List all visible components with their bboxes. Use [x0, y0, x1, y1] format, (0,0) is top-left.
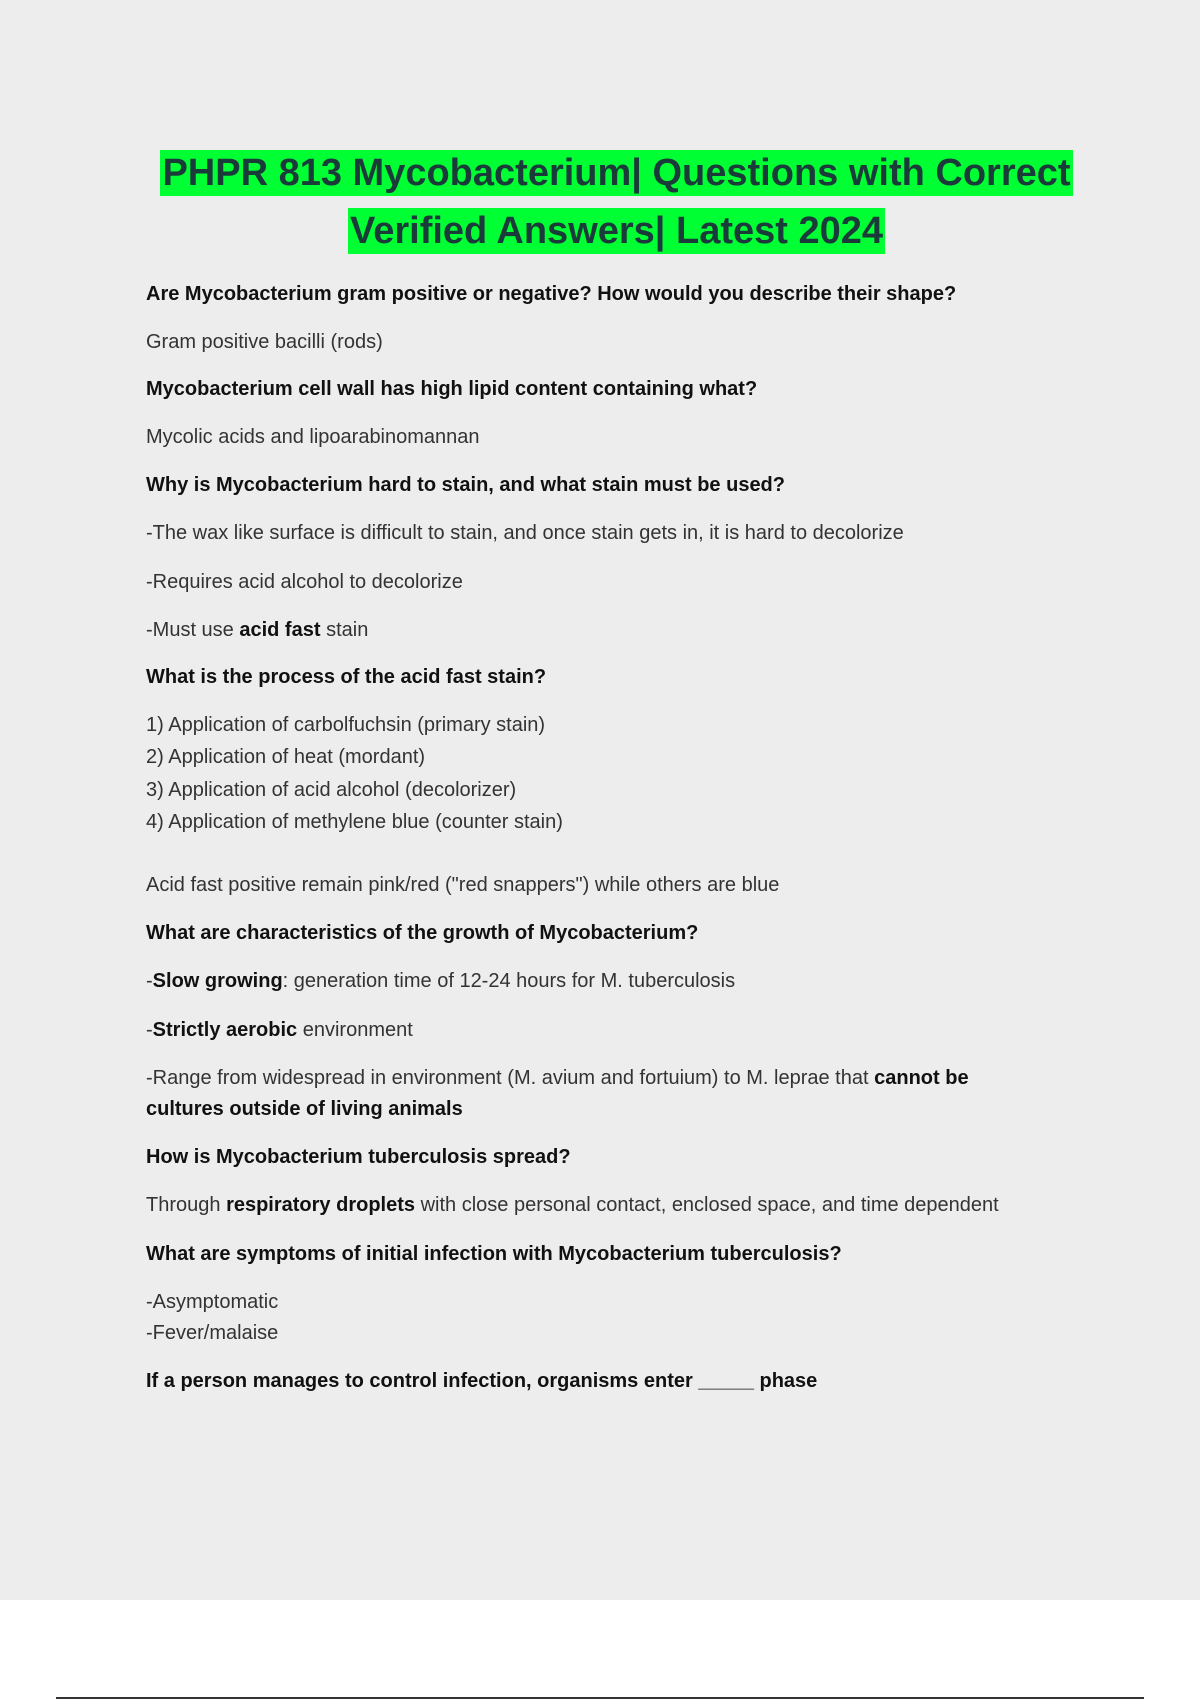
- title-line-1: PHPR 813 Mycobacterium| Questions with Correct: [162, 152, 1071, 194]
- answer-1: Gram positive bacilli (rods): [146, 331, 383, 353]
- answer-6-bold: respiratory droplets: [226, 1194, 416, 1216]
- answer-4-step-4: 4) Application of methylene blue (counter stain): [146, 811, 563, 833]
- answer-7-line-1: -Asymptomatic: [146, 1291, 279, 1313]
- answer-4-step-1: 1) Application of carbolfuchsin (primary stain): [146, 714, 546, 736]
- answer-5-line-1: [146, 966, 735, 996]
- document-title: [0, 144, 1200, 260]
- question-8: If a person manages to control infection, organisms enter _____ phase: [146, 1370, 818, 1392]
- answer-5-line-3-bold: cannot be: [874, 1067, 969, 1089]
- answer-6-post: with close personal contact, enclosed space, and time dependent: [415, 1194, 999, 1216]
- answer-3-line-2: -Requires acid alcohol to decolorize: [146, 571, 463, 593]
- answer-3-line-3-bold: acid fast: [239, 619, 321, 641]
- answer-5-line-3: [146, 1063, 969, 1093]
- answer-5-line-1-bold: Slow growing: [152, 970, 283, 992]
- answer-3-line-1: -The wax like surface is difficult to stain, and once stain gets in, it is hard to decolorize: [146, 522, 904, 544]
- answer-3-line-3: [146, 615, 368, 645]
- answer-5-line-1-pre: -: [146, 970, 153, 992]
- question-5: What are characteristics of the growth of Mycobacterium?: [146, 922, 699, 944]
- question-2: Mycobacterium cell wall has high lipid content containing what?: [146, 378, 758, 400]
- answer-5-line-2: [146, 1015, 413, 1045]
- question-7: What are symptoms of initial infection with Mycobacterium tuberculosis?: [146, 1243, 842, 1265]
- question-3: Why is Mycobacterium hard to stain, and what stain must be used?: [146, 474, 785, 496]
- footer-divider: [56, 1697, 1144, 1699]
- answer-2: Mycolic acids and lipoarabinomannan: [146, 426, 480, 448]
- answer-6: [146, 1190, 999, 1220]
- answer-5-line-3-cont: cultures outside of living animals: [146, 1098, 463, 1120]
- answer-3-line-3-pre: -Must use: [146, 619, 240, 641]
- answer-4-step-3: 3) Application of acid alcohol (decolorizer): [146, 779, 517, 801]
- title-line-2: Verified Answers| Latest 2024: [349, 210, 884, 252]
- answer-5-line-1-post: : generation time of 12-24 hours for M. tuberculosis: [282, 970, 736, 992]
- answer-5-line-3-pre: -Range from widespread in environment (M. avium and fortuium) to M. leprae that: [146, 1067, 875, 1089]
- question-6: How is Mycobacterium tuberculosis spread?: [146, 1146, 571, 1168]
- answer-7-line-2: -Fever/malaise: [146, 1322, 279, 1344]
- answer-3-line-3-post: stain: [320, 619, 369, 641]
- answer-4-step-2: 2) Application of heat (mordant): [146, 746, 426, 768]
- answer-4-note: Acid fast positive remain pink/red ("red snappers") while others are blue: [146, 874, 780, 896]
- question-1: Are Mycobacterium gram positive or negative? How would you describe their shape?: [146, 283, 957, 305]
- answer-5-line-2-bold: Strictly aerobic: [152, 1019, 298, 1041]
- answer-5-line-2-pre: -: [146, 1019, 153, 1041]
- answer-6-pre: Through: [146, 1194, 227, 1216]
- answer-5-line-2-post: environment: [297, 1019, 413, 1041]
- question-4: What is the process of the acid fast stain?: [146, 666, 547, 688]
